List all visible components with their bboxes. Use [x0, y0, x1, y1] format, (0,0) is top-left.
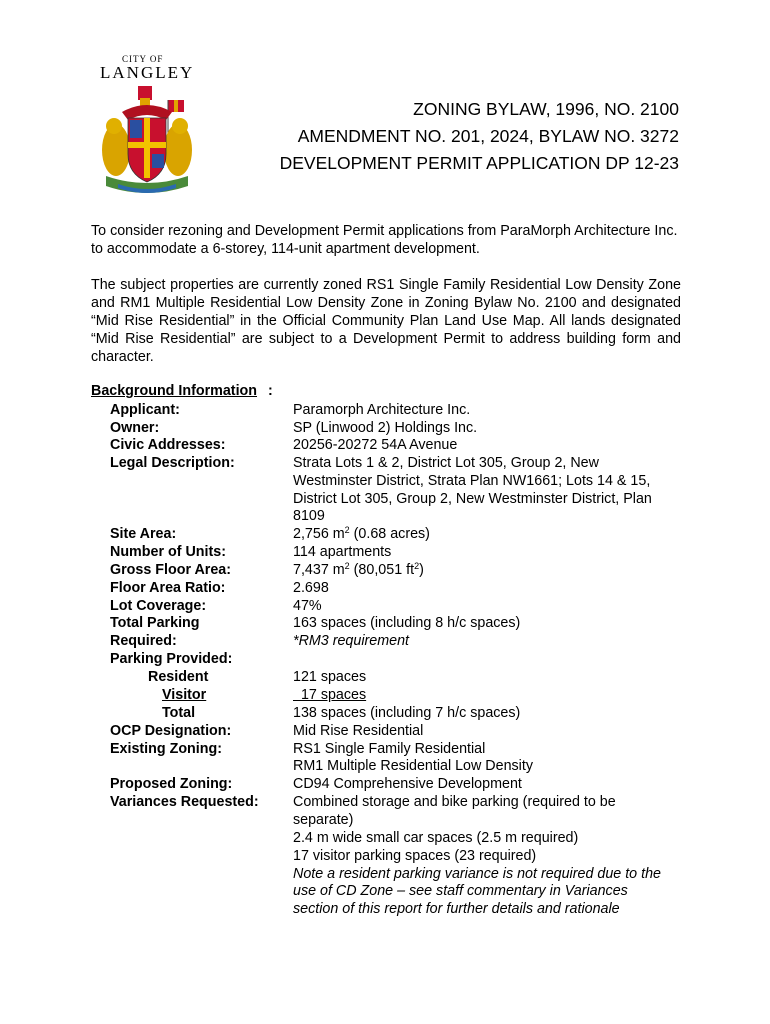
label-resident: Resident [148, 669, 209, 685]
label-gfa: Gross Floor Area: [110, 562, 232, 578]
value-coverage: 47% [293, 598, 322, 614]
value-note-line-3: section of this report for further details and rationale [293, 901, 620, 917]
value-existing-zoning-2: RM1 Multiple Residential Low Density [293, 758, 533, 774]
label-variances: Variances Requested: [110, 794, 259, 810]
label-required: Required: [110, 633, 177, 649]
value-variance-1-cont: separate) [293, 812, 354, 828]
label-visitor: Visitor [162, 687, 207, 703]
document-title-block [280, 96, 679, 177]
label-coverage: Lot Coverage: [110, 598, 207, 614]
label-owner: Owner: [110, 420, 160, 436]
value-required: *RM3 requirement [293, 633, 410, 649]
label-applicant: Applicant: [110, 402, 180, 418]
value-resident: 121 spaces [293, 669, 367, 685]
value-civic: 20256-20272 54A Avenue [293, 437, 458, 453]
value-legal-line-2: Westminster District, Strata Plan NW1661; Lots 14 & 15, [293, 473, 651, 489]
background-heading: Background Information [91, 383, 258, 399]
label-existing-zoning: Existing Zoning: [110, 741, 222, 757]
label-site-area: Site Area: [110, 526, 177, 542]
value-applicant: Paramorph Architecture Inc. [293, 402, 471, 418]
value-proposed-zoning: CD94 Comprehensive Development [293, 776, 522, 792]
value-ocp: Mid Rise Residential [293, 723, 424, 739]
city-crest-icon [92, 50, 202, 200]
label-proposed-zoning: Proposed Zoning: [110, 776, 233, 792]
title-line-1: ZONING BYLAW, 1996, NO. 2100 [413, 99, 679, 119]
value-variance-2: 2.4 m wide small car spaces (2.5 m required) [293, 830, 579, 846]
value-total-parking: 163 spaces (including 8 h/c spaces) [293, 615, 521, 631]
value-note-line-2: use of CD Zone – see staff commentary in Variances [293, 883, 628, 899]
label-units: Number of Units: [110, 544, 226, 560]
label-ocp: OCP Designation: [110, 723, 232, 739]
value-legal-line-3: District Lot 305, Group 2, New Westminster District, Plan [293, 491, 652, 507]
value-visitor: 17 spaces [293, 687, 367, 703]
value-note-line-1: Note a resident parking variance is not required due to the [293, 866, 661, 882]
label-far: Floor Area Ratio: [110, 580, 226, 596]
label-civic: Civic Addresses: [110, 437, 226, 453]
label-parking-provided: Parking Provided: [110, 651, 233, 667]
label-legal: Legal Description: [110, 455, 235, 471]
background-heading-colon: : [268, 383, 273, 399]
value-variance-3: 17 visitor parking spaces (23 required) [293, 848, 537, 864]
value-variance-1: Combined storage and bike parking (required to be [293, 794, 616, 810]
title-line-2: AMENDMENT NO. 201, 2024, BYLAW NO. 3272 [297, 126, 679, 146]
value-existing-zoning-1: RS1 Single Family Residential [293, 741, 486, 757]
city-of-text: CITY OF [122, 54, 164, 64]
label-total: Total [162, 705, 196, 721]
subject-paragraph: The subject properties are currently zoned RS1 Single Family Residential Low Density Zone and RM1 Multiple Residential Low Density Zone in Zoning Bylaw No. 2100 and designated “Mid Rise Residential” in the Official Community Plan Land Use Map. All lands designated “Mid Rise Residential” are subject to a Development Permit to address building form and character. [91, 277, 681, 365]
value-total: 138 spaces (including 7 h/c spaces) [293, 705, 521, 721]
label-total-parking: Total Parking [110, 615, 200, 631]
title-line-3: DEVELOPMENT PERMIT APPLICATION DP 12-23 [279, 153, 679, 173]
value-site-area: 2,756 $m^2$ (0.68 acres) [293, 525, 430, 542]
value-legal-line-1: Strata Lots 1 & 2, District Lot 305, Group 2, New [293, 455, 599, 471]
value-units: 114 apartments [293, 544, 392, 560]
value-owner: SP (Linwood 2) Holdings Inc. [293, 420, 478, 436]
value-legal-line-4: 8109 [293, 508, 325, 524]
value-far: 2.698 [293, 580, 329, 596]
langley-wordmark: LANGLEY [100, 63, 195, 82]
intro-paragraph: To consider rezoning and Development Permit applications from ParaMorph Architecture Inc. to accommodate a 6-storey, 114-unit apartment development. [91, 223, 678, 257]
value-gfa: 7,437 $m^2$ (80,051 $ft^2$) [293, 561, 424, 578]
